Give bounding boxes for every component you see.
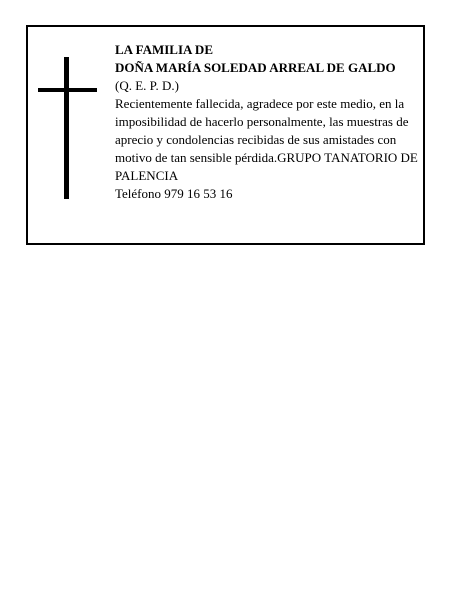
obituary-notice	[26, 25, 425, 245]
cross-horizontal-bar	[38, 88, 97, 92]
rip-label: (Q. E. P. D.)	[115, 78, 179, 93]
phone-number: Teléfono 979 16 53 16	[115, 186, 233, 201]
cross-vertical-bar	[64, 57, 69, 199]
family-heading: LA FAMILIA DE	[115, 42, 213, 57]
latin-cross-icon	[38, 57, 98, 199]
notice-text	[115, 41, 421, 203]
condolence-message: Recientemente fallecida, agradece por este medio, en la imposibilidad de hacerlo personalmente, las muestras de aprecio y condolencias recibidas de sus amistades con motivo de tan sensible pérdida.GRUPO TANATORIO DE PALENCIA	[115, 96, 418, 183]
deceased-name: DOÑA MARÍA SOLEDAD ARREAL DE GALDO	[115, 60, 396, 75]
